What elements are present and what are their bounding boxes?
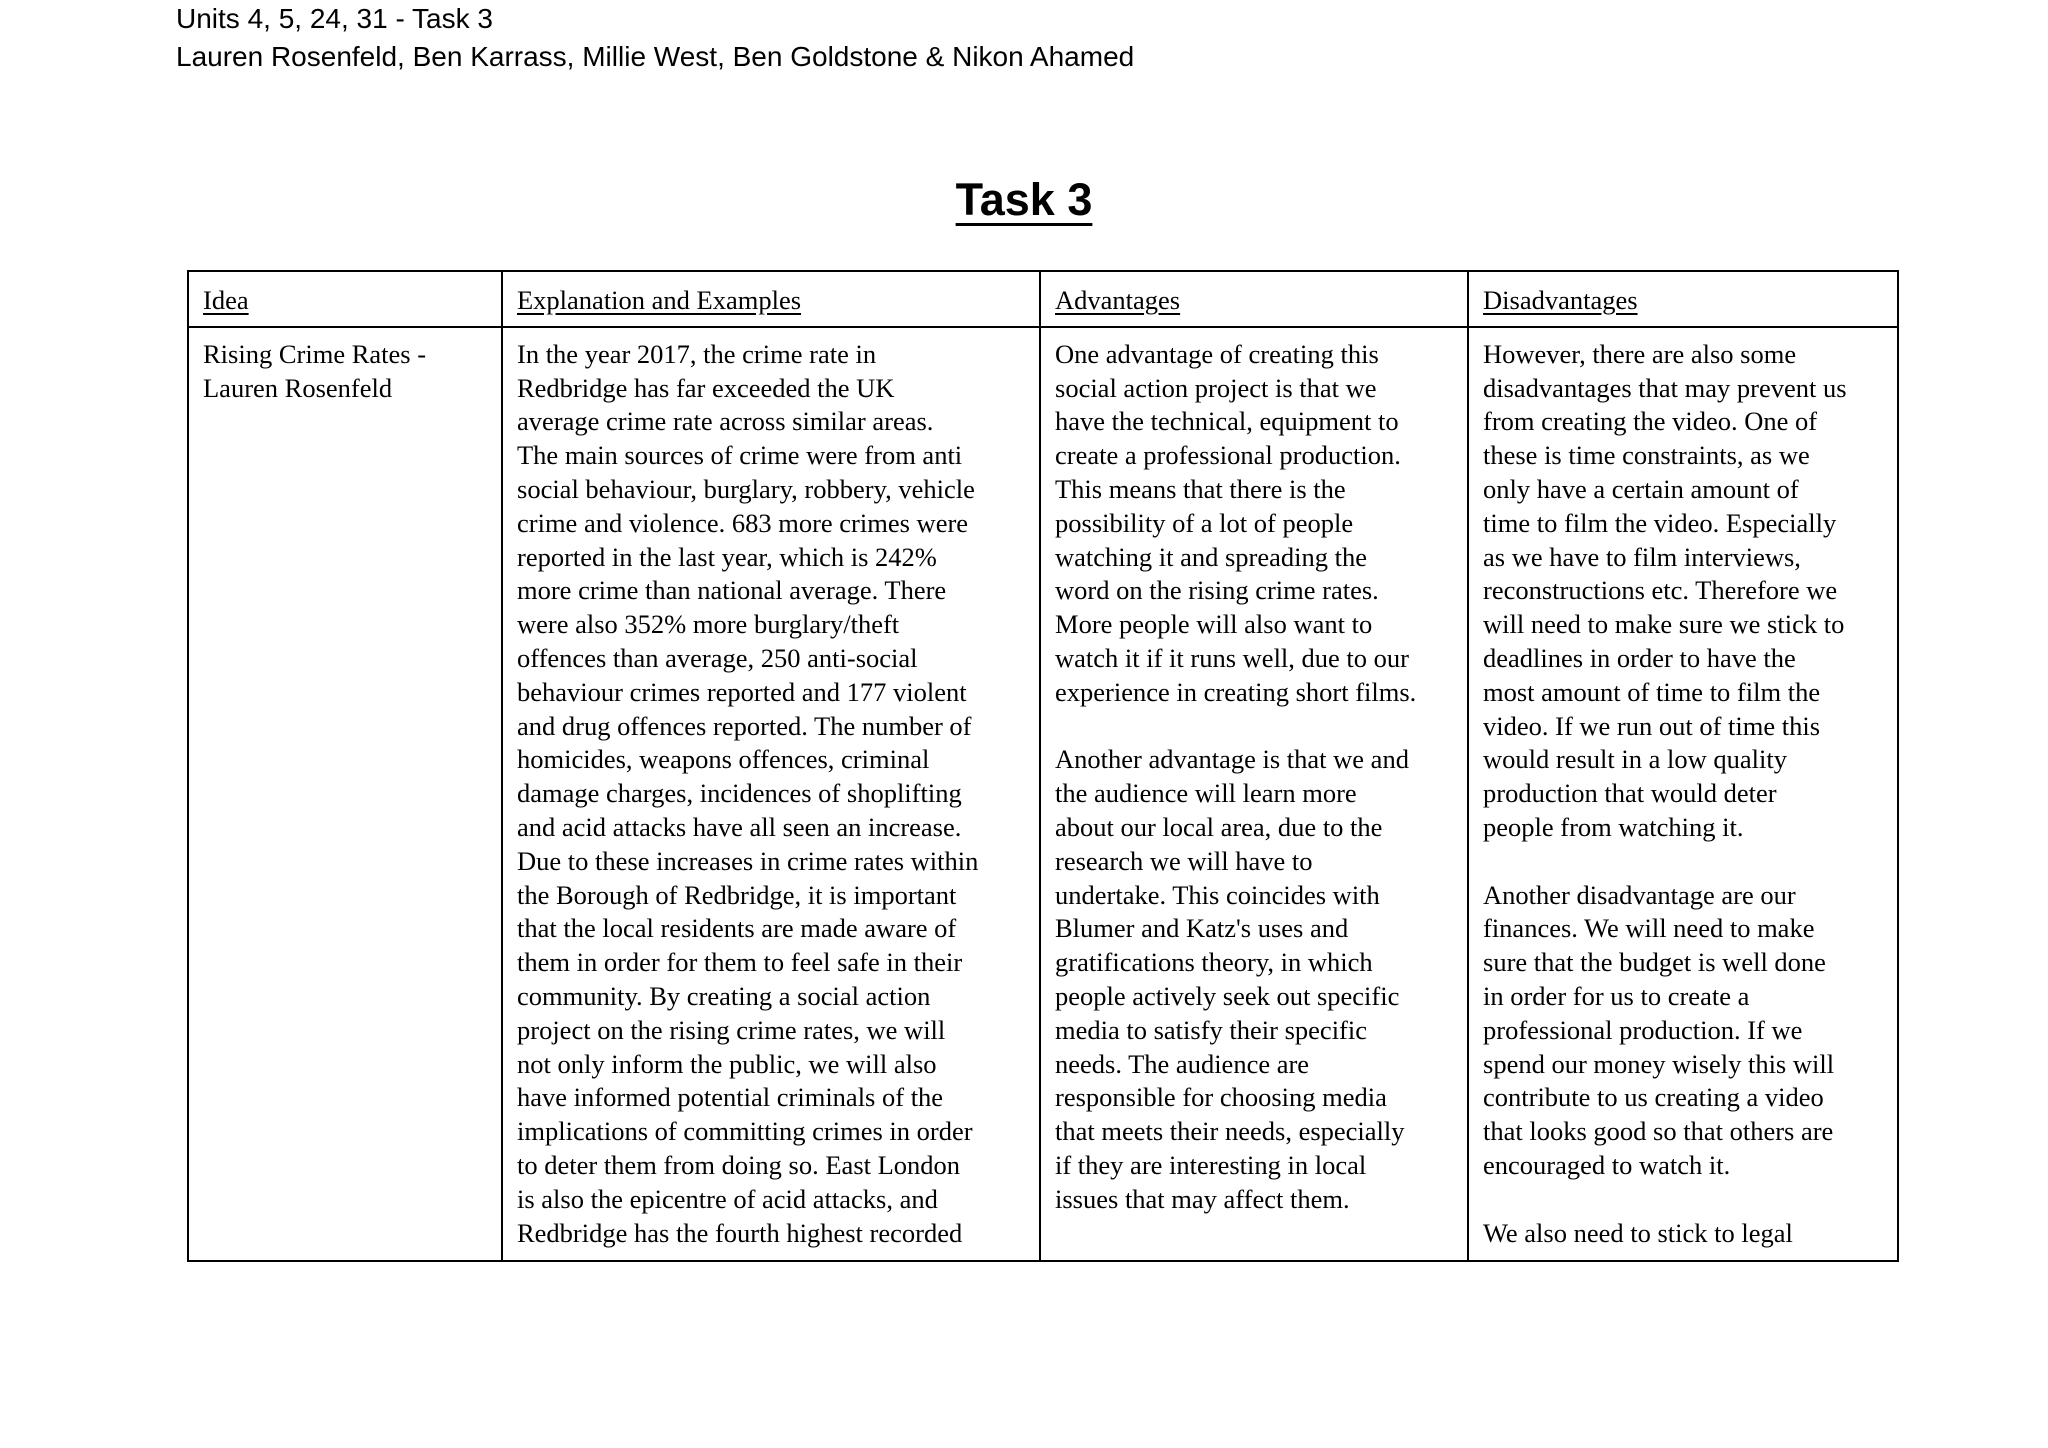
explanation-text-line: social behaviour, burglary, robbery, vehicle <box>517 473 975 504</box>
idea-cell <box>188 327 502 1262</box>
explanation-text-line: is also the epicentre of acid attacks, and <box>517 1183 938 1214</box>
advantages-text-line: More people will also want to <box>1055 609 1373 640</box>
disadvantages-text-line: reconstructions etc. Therefore we <box>1483 575 1838 606</box>
advantages-text-line: watching it and spreading the <box>1055 541 1368 572</box>
disadvantages-text-line: as we have to film interviews, <box>1483 541 1801 572</box>
disadvantages-text-line: professional production. If we <box>1483 1014 1803 1045</box>
explanation-text-line: to deter them from doing so. East London <box>517 1149 961 1180</box>
advantages-text-line: Blumer and Katz's uses and <box>1055 913 1349 944</box>
advantages-text-line: people actively seek out specific <box>1055 980 1400 1011</box>
advantages-text-line: undertake. This coincides with <box>1055 879 1380 910</box>
advantages-text-line: possibility of a lot of people <box>1055 507 1354 538</box>
advantages-text-line: media to satisfy their specific <box>1055 1014 1368 1045</box>
disadvantages-text-line: most amount of time to film the <box>1483 676 1821 707</box>
disadvantages-text-line: finances. We will need to make <box>1483 913 1815 944</box>
disadvantages-text-line: would result in a low quality <box>1483 744 1787 775</box>
idea-text-line: Rising Crime Rates - <box>203 338 427 369</box>
explanation-text-line: and acid attacks have all seen an increase. <box>517 811 962 842</box>
advantages-text-line: This means that there is the <box>1055 473 1346 504</box>
advantages-text-line: the audience will learn more <box>1055 778 1357 809</box>
advantages-text-line: create a professional production. <box>1055 440 1401 471</box>
explanation-text-line: and drug offences reported. The number of <box>517 710 972 741</box>
explanation-text-line: implications of committing crimes in order <box>517 1116 973 1147</box>
disadvantages-text-line: these is time constraints, as we <box>1483 440 1810 471</box>
page-title: Task 3 <box>955 174 1093 225</box>
table-row <box>188 327 1898 1262</box>
explanation-text-line: that the local residents are made aware of <box>517 913 957 944</box>
disadvantages-text-line: spend our money wisely this will <box>1483 1048 1835 1079</box>
advantages-text-line: research we will have to <box>1055 845 1313 876</box>
disadvantages-text-line: deadlines in order to have the <box>1483 642 1796 673</box>
explanation-text-line: homicides, weapons offences, criminal <box>517 744 930 775</box>
disadvantages-text-line: will need to make sure we stick to <box>1483 609 1845 640</box>
explanation-text-line: have informed potential criminals of the <box>517 1082 944 1113</box>
disadvantages-text-line: However, there are also some <box>1483 338 1797 369</box>
explanation-text-line: not only inform the public, we will also <box>517 1048 937 1079</box>
disadvantages-cell <box>1468 327 1898 1262</box>
disadvantages-text-line: only have a certain amount of <box>1483 473 1799 504</box>
advantages-text-line: social action project is that we <box>1055 372 1377 403</box>
disadvantages-text-line: encouraged to watch it. <box>1483 1149 1731 1180</box>
paragraph-gap <box>1483 1183 1883 1217</box>
units-line: Units 4, 5, 24, 31 - Task 3 <box>176 3 493 34</box>
disadvantages-text-line: people from watching it. <box>1483 811 1744 842</box>
advantages-text-line: experience in creating short films. <box>1055 676 1417 707</box>
disadvantages-text-line: production that would deter <box>1483 778 1777 809</box>
disadvantages-text-line: contribute to us creating a video <box>1483 1082 1824 1113</box>
disadvantages-text-line: time to film the video. Especially <box>1483 507 1837 538</box>
advantages-text-line: gratifications theory, in which <box>1055 947 1373 978</box>
explanation-text-line: damage charges, incidences of shoplifting <box>517 778 962 809</box>
paragraph-gap <box>1055 710 1453 744</box>
header-disadvantages <box>1468 271 1898 327</box>
authors-line: Lauren Rosenfeld, Ben Karrass, Millie West, Ben Goldstone & Nikon Ahamed <box>176 41 1135 72</box>
explanation-text-line: reported in the last year, which is 242% <box>517 541 937 572</box>
disadvantages-text-line: disadvantages that may prevent us <box>1483 372 1847 403</box>
advantages-text-line: issues that may affect them. <box>1055 1183 1350 1214</box>
advantages-text-line: word on the rising crime rates. <box>1055 575 1379 606</box>
explanation-text-line: Due to these increases in crime rates within <box>517 845 979 876</box>
advantages-text-line: if they are interesting in local <box>1055 1149 1367 1180</box>
advantages-cell <box>1040 327 1468 1262</box>
explanation-text-line: Redbridge has the fourth highest recorded <box>517 1217 963 1248</box>
advantages-text-line: One advantage of creating this <box>1055 338 1379 369</box>
header-disadvantages-label: Disadvantages <box>1483 285 1638 315</box>
explanation-text-line: crime and violence. 683 more crimes were <box>517 507 969 538</box>
explanation-text-line: the Borough of Redbridge, it is important <box>517 879 957 910</box>
header-idea <box>188 271 502 327</box>
advantages-text-line: Another advantage is that we and <box>1055 744 1409 775</box>
advantages-text-line: that meets their needs, especially <box>1055 1116 1405 1147</box>
paragraph-gap <box>1483 845 1883 879</box>
explanation-text-line: them in order for them to feel safe in their <box>517 947 963 978</box>
explanation-text-line: more crime than national average. There <box>517 575 947 606</box>
explanation-text-line: The main sources of crime were from anti <box>517 440 963 471</box>
disadvantages-text-line: in order for us to create a <box>1483 980 1750 1011</box>
document-header <box>176 0 1134 76</box>
header-idea-label: Idea <box>203 285 249 315</box>
explanation-text-line: community. By creating a social action <box>517 980 931 1011</box>
disadvantages-text-line: that looks good so that others are <box>1483 1116 1834 1147</box>
explanation-text-line: were also 352% more burglary/theft <box>517 609 900 640</box>
explanation-text-line: project on the rising crime rates, we will <box>517 1014 946 1045</box>
table-header-row <box>188 271 1898 327</box>
task-table <box>187 270 1899 1262</box>
header-advantages <box>1040 271 1468 327</box>
disadvantages-text-line: We also need to stick to legal <box>1483 1217 1793 1248</box>
advantages-text-line: about our local area, due to the <box>1055 811 1383 842</box>
explanation-cell <box>502 327 1040 1262</box>
idea-text-line: Lauren Rosenfeld <box>203 372 393 403</box>
explanation-text-line: In the year 2017, the crime rate in <box>517 338 877 369</box>
explanation-text-line: behaviour crimes reported and 177 violent <box>517 676 967 707</box>
explanation-text-line: Redbridge has far exceeded the UK <box>517 372 895 403</box>
header-explanation <box>502 271 1040 327</box>
advantages-text-line: responsible for choosing media <box>1055 1082 1387 1113</box>
explanation-text-line: average crime rate across similar areas. <box>517 406 934 437</box>
advantages-text-line: have the technical, equipment to <box>1055 406 1399 437</box>
disadvantages-text-line: video. If we run out of time this <box>1483 710 1821 741</box>
header-advantages-label: Advantages <box>1055 285 1181 315</box>
header-explanation-label: Explanation and Examples <box>517 285 802 315</box>
advantages-text-line: watch it if it runs well, due to our <box>1055 642 1409 673</box>
advantages-text-line: needs. The audience are <box>1055 1048 1310 1079</box>
explanation-text-line: offences than average, 250 anti-social <box>517 642 918 673</box>
disadvantages-text-line: sure that the budget is well done <box>1483 947 1826 978</box>
disadvantages-text-line: from creating the video. One of <box>1483 406 1818 437</box>
disadvantages-text-line: Another disadvantage are our <box>1483 879 1796 910</box>
